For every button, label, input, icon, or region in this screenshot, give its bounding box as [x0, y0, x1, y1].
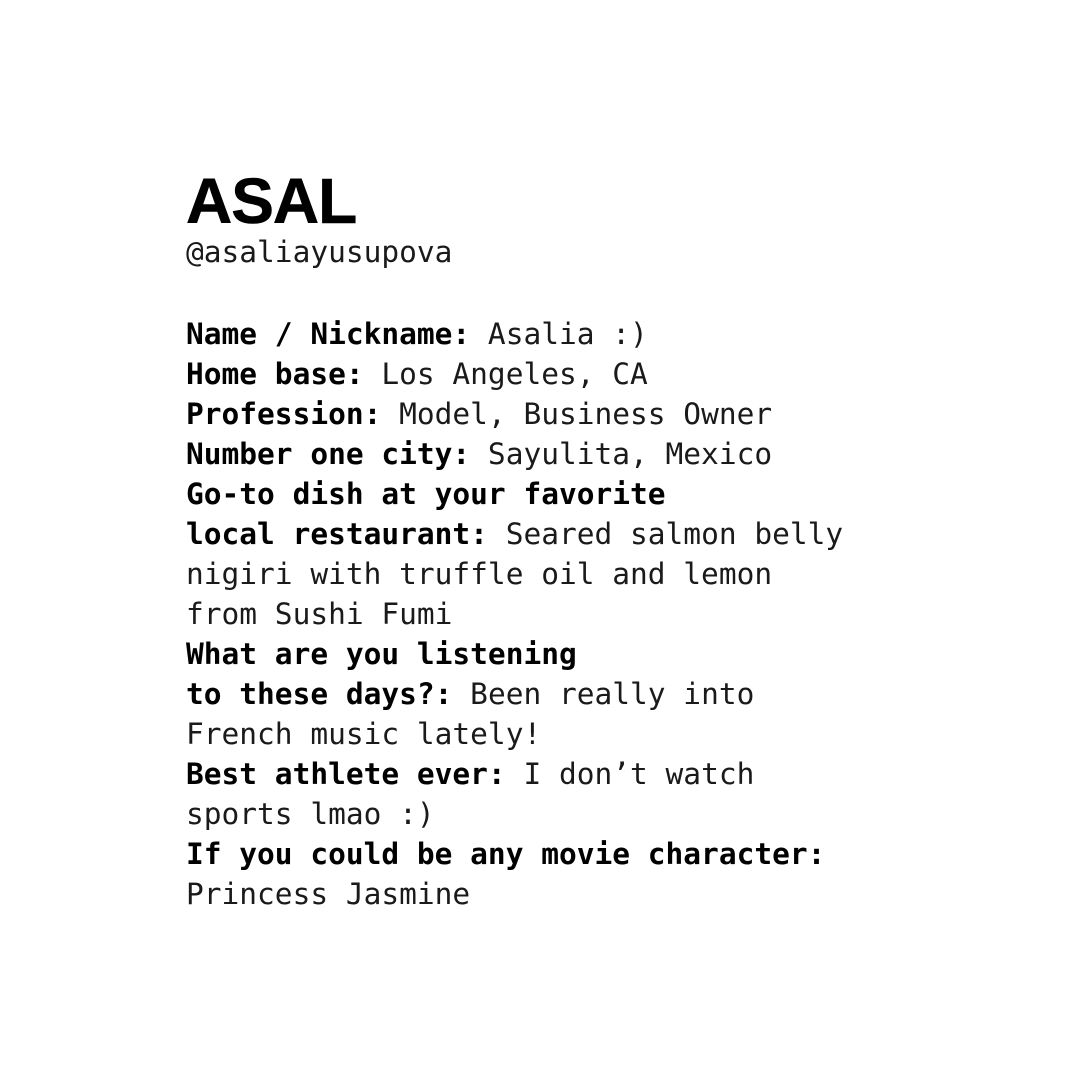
qa-line	[186, 554, 1066, 594]
answer-text: sports lmao :)	[186, 797, 435, 831]
answer-text: Princess Jasmine	[186, 877, 471, 911]
answer-text: I don’t watch	[505, 757, 755, 791]
qa-line	[186, 834, 1066, 874]
answer-text: Los Angeles, CA	[363, 357, 648, 391]
answer-text: nigiri with truffle oil and lemon	[186, 557, 773, 591]
qa-line	[186, 794, 1066, 834]
answer-text: Seared salmon belly	[487, 517, 844, 551]
qa-list	[186, 314, 1066, 914]
qa-line	[186, 394, 1066, 434]
question-text: If you could be any movie character:	[186, 837, 826, 871]
qa-line	[186, 674, 1066, 714]
qa-line	[186, 714, 1066, 754]
answer-text: Asalia :)	[470, 317, 648, 351]
answer-text: French music lately!	[186, 717, 542, 751]
qa-line	[186, 594, 1066, 634]
question-text: Best athlete ever:	[186, 757, 506, 791]
qa-line	[186, 634, 1066, 674]
question-text: Profession:	[186, 397, 382, 431]
answer-text: from Sushi Fumi	[186, 597, 453, 631]
qa-line	[186, 354, 1066, 394]
answer-text: Sayulita, Mexico	[470, 437, 773, 471]
profile-handle: @asaliayusupova	[186, 235, 453, 269]
question-text: What are you listening	[186, 637, 577, 671]
question-text: Home base:	[186, 357, 364, 391]
question-text: Go-to dish at your favorite	[186, 477, 666, 511]
question-text: Number one city:	[186, 437, 471, 471]
qa-line	[186, 874, 1066, 914]
profile-card	[186, 165, 1066, 914]
question-text: local restaurant:	[186, 517, 488, 551]
qa-line	[186, 434, 1066, 474]
answer-text: Been really into	[452, 677, 755, 711]
profile-name: ASAL	[186, 165, 357, 237]
qa-line	[186, 474, 1066, 514]
answer-text: Model, Business Owner	[381, 397, 773, 431]
qa-line	[186, 314, 1066, 354]
qa-line	[186, 514, 1066, 554]
question-text: Name / Nickname:	[186, 317, 471, 351]
question-text: to these days?:	[186, 677, 453, 711]
qa-line	[186, 754, 1066, 794]
